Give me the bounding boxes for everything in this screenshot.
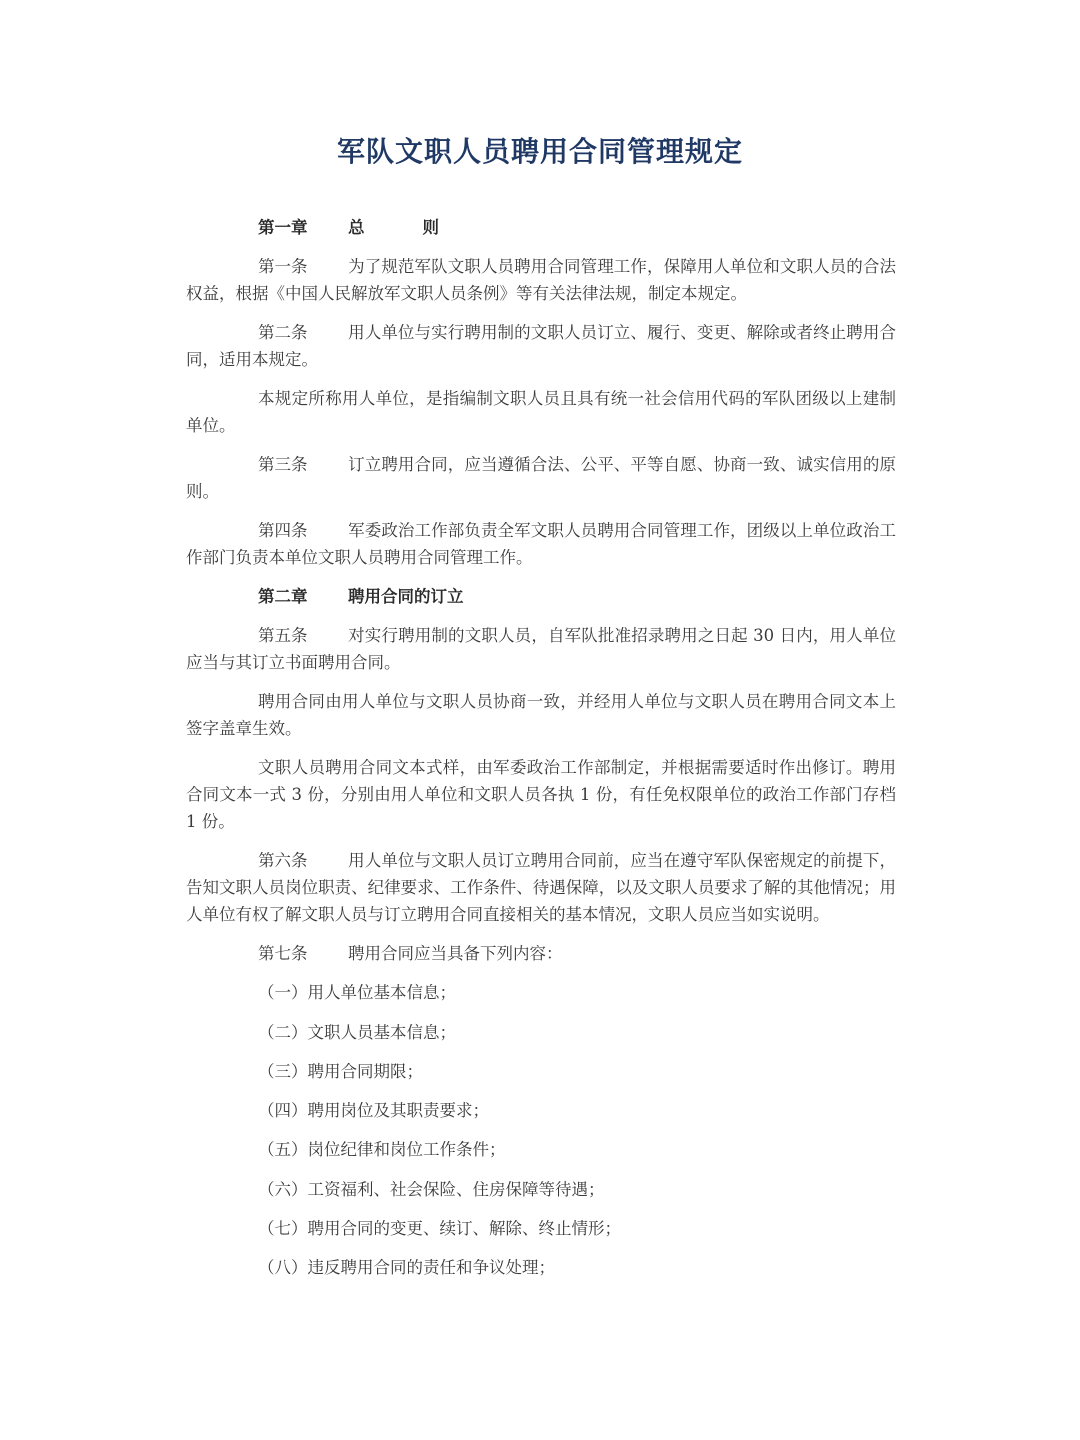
paragraph: 文职人员聘用合同文本式样，由军委政治工作部制定，并根据需要适时作出修订。聘用合同文本一式 3 份，分别由用人单位和文职人员各执 1 份，有任免权限单位的政治工作部门存档 1 份。 bbox=[186, 758, 896, 831]
article-label: 第五条 bbox=[258, 626, 308, 645]
article-text: 聘用合同应当具备下列内容： bbox=[348, 944, 563, 963]
document-title: 军队文职人员聘用合同管理规定 bbox=[336, 135, 743, 168]
article-label: 第二条 bbox=[258, 323, 308, 342]
chapter-heading-1 bbox=[186, 214, 896, 241]
article-text: 军委政治工作部负责全军文职人员聘用合同管理工作，团级以上单位政治工作部门负责本单位文职人员聘用合同管理工作。 bbox=[186, 521, 896, 567]
paragraph: 本规定所称用人单位，是指编制文职人员且具有统一社会信用代码的军队团级以上建制单位。 bbox=[186, 389, 896, 435]
chapter-title-part: 总 bbox=[348, 218, 365, 237]
article-text: 为了规范军队文职人员聘用合同管理工作，保障用人单位和文职人员的合法权益，根据《中国人民解放军文职人员条例》等有关法律法规，制定本规定。 bbox=[186, 257, 896, 303]
chapter-label: 第一章 bbox=[258, 218, 308, 237]
list-item: （二）文职人员基本信息； bbox=[258, 1022, 456, 1042]
article-6 bbox=[186, 847, 896, 928]
chapter-heading-2 bbox=[186, 583, 896, 610]
article-text: 订立聘用合同，应当遵循合法、公平、平等自愿、协商一致、诚实信用的原则。 bbox=[186, 455, 896, 501]
chapter-label: 第二章 bbox=[258, 587, 308, 606]
list-item: （七）聘用合同的变更、续订、解除、终止情形； bbox=[258, 1219, 621, 1239]
article-text: 对实行聘用制的文职人员，自军队批准招录聘用之日起 30 日内，用人单位应当与其订立书面聘用合同。 bbox=[186, 626, 896, 672]
list-item: （八）违反聘用合同的责任和争议处理； bbox=[258, 1258, 555, 1278]
article-7 bbox=[186, 940, 896, 967]
article-5 bbox=[186, 622, 896, 676]
article-label: 第七条 bbox=[258, 944, 308, 963]
article-label: 第一条 bbox=[258, 257, 308, 276]
article-4 bbox=[186, 517, 896, 571]
article-3 bbox=[186, 451, 896, 505]
chapter-title-part: 则 bbox=[422, 218, 439, 237]
chapter-title: 聘用合同的订立 bbox=[348, 587, 464, 606]
list-item: （一）用人单位基本信息； bbox=[258, 983, 456, 1003]
list-item: （五）岗位纪律和岗位工作条件； bbox=[258, 1140, 506, 1160]
article-1 bbox=[186, 253, 896, 307]
paragraph: 聘用合同由用人单位与文职人员协商一致，并经用人单位与文职人员在聘用合同文本上签字盖章生效。 bbox=[186, 692, 896, 738]
list-item: （三）聘用合同期限； bbox=[258, 1061, 423, 1081]
article-label: 第四条 bbox=[258, 521, 308, 540]
article-text: 用人单位与文职人员订立聘用合同前，应当在遵守军队保密规定的前提下，告知文职人员岗位职责、纪律要求、工作条件、待遇保障，以及文职人员要求了解的其他情况；用人单位有权了解文职人员与订立聘用合同直接相关的基本情况，文职人员应当如实说明。 bbox=[186, 851, 896, 924]
document-body bbox=[186, 214, 896, 1294]
list-item: （四）聘用岗位及其职责要求； bbox=[258, 1101, 489, 1121]
article-label: 第三条 bbox=[258, 455, 308, 474]
list-item: （六）工资福利、社会保险、住房保障等待遇； bbox=[258, 1179, 605, 1199]
article-2 bbox=[186, 319, 896, 373]
article-label: 第六条 bbox=[258, 851, 308, 870]
article-text: 用人单位与实行聘用制的文职人员订立、履行、变更、解除或者终止聘用合同，适用本规定。 bbox=[186, 323, 896, 369]
